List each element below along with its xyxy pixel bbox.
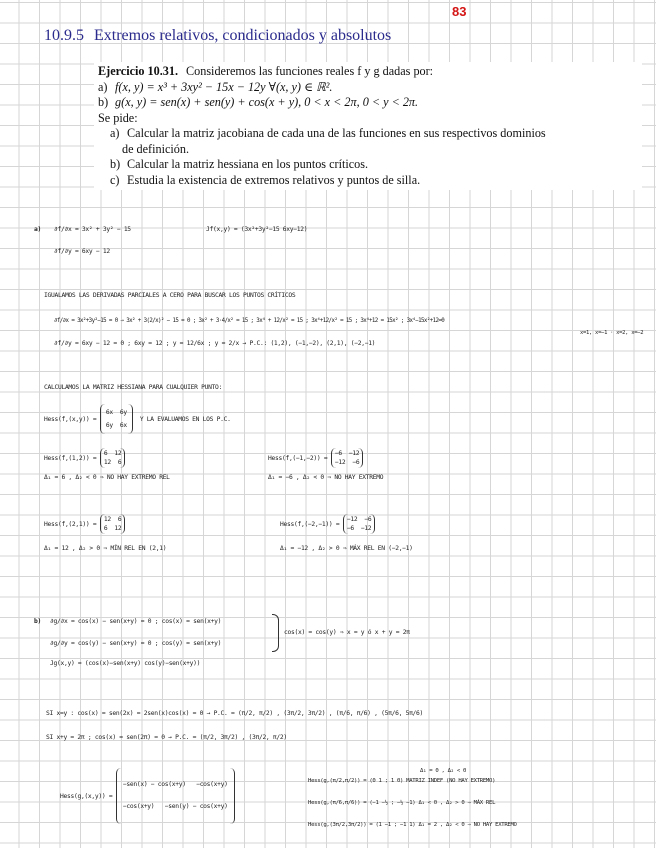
h4-m00: −12 (346, 516, 358, 523)
exercise-header (98, 64, 638, 80)
function-f (98, 80, 638, 96)
partial-g-x: ∂g/∂x = cos(x) − sen(x+y) = 0 ; cos(x) = sen(x+y) (50, 618, 222, 625)
h3-m00: 12 (103, 516, 111, 523)
h1-m10: 12 (103, 459, 111, 466)
h4-conclusion: Δ₁ = −12 , Δ₂ > 0 ⇒ MÁX REL EN (−2,−1) (280, 545, 413, 552)
function-g-label: b) (98, 95, 109, 109)
jacobian-g: Jg(x,y) = (cos(x)−sen(x+y) cos(y)−sen(x+y)) (50, 660, 201, 667)
h3-label: Hess(f,(2,1)) = (44, 521, 97, 528)
h2-label: Hess(f,(−1,−2)) = (268, 455, 328, 462)
h4-m11: −12 (360, 525, 372, 532)
exercise-intro: Consideremos las funciones reales f y g dadas por: (186, 64, 434, 78)
partial-f-y: ∂f/∂y = 6xy − 12 (54, 248, 110, 255)
equation-2: ∂f/∂y = 6xy − 12 = 0 ; 6xy = 12 ; y = 12/6x ; y = 2/x → P.C.: (1,2), (−1,−2), (2,1), (−2,−1) (54, 340, 376, 347)
task-a-label: a) (110, 126, 120, 140)
system-brace (272, 614, 279, 652)
h3-matrix (100, 514, 125, 534)
jacobian-f: Jf(x,y) = (3x²+3y²−15 6xy−12) (206, 226, 308, 233)
partial-g-y: ∂g/∂y = cos(y) − sen(x+y) = 0 ; cos(y) = sen(x+y) (50, 640, 222, 647)
section-title (44, 27, 391, 45)
task-b-label: b) (110, 157, 121, 171)
task-a-line2: de definición. (122, 141, 190, 156)
h1-conclusion: Δ₁ = 6 , Δ₂ < 0 ⇒ NO HAY EXTREMO REL (44, 474, 170, 481)
h4-m01: −6 (364, 516, 372, 523)
hg-m11: −sen(y) − cos(x+y) (164, 803, 228, 810)
critical-points-intro: IGUALAMOS LAS DERIVADAS PARCIALES A CERO PARA BUSCAR LOS PUNTOS CRÍTICOS (44, 292, 296, 299)
h1-m11: 6 (117, 459, 122, 466)
page-number: 83 (452, 4, 467, 19)
h2-m10: −12 (334, 459, 346, 466)
task-a-line1: Calcular la matriz jacobiana de cada una de las funciones en sus respectivos dominios (127, 126, 546, 140)
hessian-f-general (44, 404, 231, 434)
h3-conclusion: Δ₁ = 12 , Δ₂ > 0 ⇒ MÍN REL EN (2,1) (44, 545, 167, 552)
hg-m00: −sen(x) − cos(x+y) (122, 781, 186, 788)
case-x-equals-y: SI x=y : cos(x) = sen(2x) = 2sen(x)cos(x) = 0 → P.C. = (π/2, π/2) , (3π/2, 3π/2) , (π/6, π/6) , (5π/6, 5π/6) (46, 710, 424, 717)
hf-m01: 6y (119, 409, 127, 416)
exercise-label: Ejercicio 10.31. (98, 64, 178, 78)
h2-m11: −6 (352, 459, 360, 466)
function-f-label: a) (98, 79, 108, 94)
h4-m10: −6 (346, 525, 354, 532)
hessian-f-label: Hess(f,(x,y)) = (44, 416, 97, 423)
hg-m01: −cos(x+y) (196, 781, 228, 788)
task-b (98, 157, 638, 173)
asks-label: Se pide: (98, 110, 138, 125)
hg-top-note: Δ₁ = 0 , Δ₂ < 0 (420, 768, 467, 774)
partial-f-x: ∂f/∂x = 3x² + 3y² − 15 (54, 226, 131, 233)
h2-m01: −12 (348, 450, 360, 457)
hessian-g-p1: Hess(g,(π/2,π/2)) = (0 1 ; 1 0) MATRIZ INDEF (NO HAY EXTREMO) (308, 778, 496, 784)
brace-result: cos(x) = cos(y) ⇒ x = y ó x + y = 2π (284, 629, 410, 636)
h3-m01: 6 (117, 516, 122, 523)
hessian-f-matrix (100, 404, 133, 434)
hessian-evaluate-note: Y LA EVALUAMOS EN LOS P.C. (139, 416, 231, 423)
equation-1: ∂f/∂x = 3x²+3y²−15 = 0 → 3x² + 3(2/x)² − 15 = 0 ; 3x² + 3·4/x² = 15 ; 3x⁴ + 12/x² = 15 ; 3x⁴+12/x² = 15 ; 3x⁴+12 = 15x² ; 3x⁴−15x²+12=0 (54, 318, 445, 324)
hessian-f-p4 (280, 514, 375, 534)
hessian-f-p1 (44, 448, 125, 468)
task-b-line1: Calcular la matriz hessiana en los puntos críticos. (127, 157, 369, 171)
h3-m11: 12 (114, 525, 122, 532)
h3-m10: 6 (103, 525, 108, 532)
hg-m10: −cos(x+y) (122, 803, 155, 810)
h1-m00: 6 (103, 450, 108, 457)
function-f-text: f(x, y) = x³ + 3xy² − 15x − 12y ∀(x, y) ∈ ℝ². (115, 79, 333, 94)
case-x-plus-y-2pi: SI x+y = 2π ; cos(x) = sen(2π) = 0 → P.C. = (π/2, 3π/2) , (3π/2, π/2) (46, 734, 287, 741)
exercise-statement (94, 62, 642, 190)
hessian-g-p2: Hess(g,(π/6,π/6)) = (−1 −½ ; −½ −1) Δ₁ < 0 , Δ₂ > 0 ⇒ MÁX REL (308, 800, 496, 806)
part-a-label: a) (34, 226, 41, 233)
equation-1-solutions: x=1, x=−1 · x=2, x=−2 (580, 330, 644, 336)
task-a (98, 126, 638, 142)
section-number: 10.9.5 (44, 27, 84, 44)
h2-m00: −6 (334, 450, 342, 457)
hessian-g-label: Hess(g,(x,y)) = (60, 793, 113, 800)
h1-matrix (100, 448, 125, 468)
hessian-f-p3 (44, 514, 125, 534)
h1-m01: 12 (114, 450, 122, 457)
part-b-label: b) (34, 618, 41, 625)
h2-conclusion: Δ₁ = −6 , Δ₂ < 0 ⇒ NO HAY EXTREMO (268, 474, 384, 481)
hessian-intro: CALCULAMOS LA MATRIZ HESSIANA PARA CUALQUIER PUNTO: (44, 384, 223, 391)
task-c (98, 173, 638, 189)
h1-label: Hess(f,(1,2)) = (44, 455, 97, 462)
hessian-g-p3: Hess(g,(3π/2,3π/2)) = (1 −1 ; −1 1) Δ₁ = 2 , Δ₂ < 0 ⇒ NO HAY EXTREMO (308, 822, 517, 828)
task-c-line1: Estudia la existencia de extremos relativos y puntos de silla. (127, 172, 421, 187)
task-c-label: c) (110, 172, 120, 187)
hessian-g-general (60, 768, 235, 824)
section-title-text: Extremos relativos, condicionados y absolutos (94, 27, 392, 44)
function-g-text: g(x, y) = sen(x) + sen(y) + cos(x + y), 0 < x < 2π, 0 < y < 2π. (115, 95, 419, 109)
h4-matrix (343, 514, 375, 534)
hf-m00: 6x (105, 409, 113, 416)
h4-label: Hess(f,(−2,−1)) = (280, 521, 340, 528)
h2-matrix (331, 448, 363, 468)
hessian-g-matrix (116, 768, 235, 824)
function-g (98, 95, 638, 111)
hessian-f-p2 (268, 448, 363, 468)
hf-m10: 6y (105, 422, 113, 429)
hf-m11: 6x (119, 422, 127, 429)
